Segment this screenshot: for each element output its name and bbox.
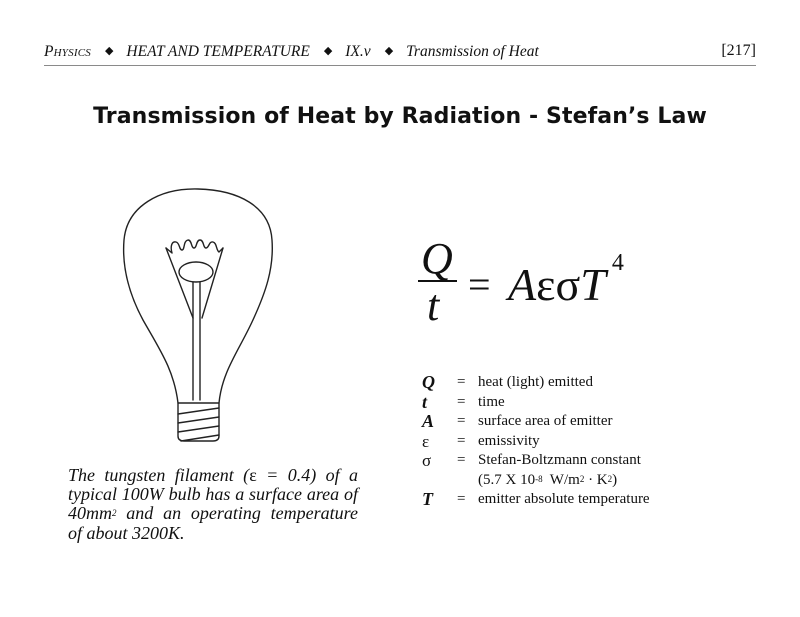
bullet-separator-icon: ◆ (323, 45, 333, 57)
legend-description: time (478, 393, 505, 410)
filament-icon (166, 240, 223, 253)
formula-exponent: 4 (611, 250, 624, 276)
legend-description: emitter absolute temperature (478, 491, 650, 507)
legend-equals: = (457, 413, 466, 429)
formula-sigma: σ (555, 259, 581, 310)
caption-line: of about 3200K. (68, 522, 185, 543)
formula-temperature: T (580, 259, 606, 310)
legend-symbol: Q (422, 372, 435, 392)
constant-unit-k: · K (584, 471, 608, 488)
caption-text: = 0.4) of a (256, 465, 358, 485)
legend-description: surface area of emitter (478, 413, 613, 429)
caption-line: typical 100W bulb has a surface area of (68, 484, 358, 505)
constant-unit-w: W/m (542, 471, 580, 488)
legend-equals: = (457, 374, 466, 390)
unit-exponent: 2 (579, 473, 585, 484)
caption-superscript: 2 (112, 508, 117, 519)
constant-value (478, 471, 617, 491)
caption-line (68, 466, 358, 485)
legend-symbol: σ (422, 451, 432, 470)
formula-rhs (508, 250, 624, 311)
legend-equals: = (457, 432, 466, 449)
breadcrumb-chapter: HEAT AND TEMPERATURE (126, 43, 310, 60)
bullet-separator-icon: ◆ (384, 45, 394, 57)
page-title: Transmission of Heat by Radiation - Stefan’s Law (93, 104, 707, 129)
legend-equals: = (457, 393, 466, 410)
unit-exponent: 2 (607, 473, 613, 484)
page-number: [217] (721, 42, 756, 59)
constant-mantissa: (5.7 X 10 (478, 471, 536, 488)
legend-equals: = (457, 452, 466, 468)
caption-text: 40mm (68, 503, 112, 524)
formula-numerator: Q (421, 234, 453, 283)
bulb-stem (193, 282, 200, 400)
filament-support (166, 248, 223, 318)
formula-equals: = (468, 262, 491, 307)
bulb-envelope (124, 189, 273, 403)
formula-denominator: t (427, 281, 440, 330)
constant-close: ) (612, 471, 618, 488)
caption-epsilon: ε (249, 465, 257, 485)
bullet-separator-icon: ◆ (104, 45, 114, 57)
breadcrumb-topic: Transmission of Heat (406, 43, 539, 60)
legend-description: emissivity (478, 432, 540, 449)
legend-symbol: A (422, 411, 435, 431)
caption-line (68, 504, 358, 523)
legend-equals: = (457, 491, 466, 507)
breadcrumb-section: Physics (44, 43, 91, 60)
breadcrumb (44, 43, 539, 61)
legend-symbol: t (422, 391, 428, 412)
constant-exponent: -8 (535, 473, 543, 484)
legend-symbol: ε (422, 431, 430, 451)
bulb-caption (68, 466, 358, 543)
legend-symbol: T (422, 489, 433, 509)
legend-description: Stefan-Boltzmann constant (478, 452, 641, 468)
breadcrumb-subsection: IX.v (345, 43, 371, 60)
legend-description: heat (light) emitted (478, 374, 593, 390)
header-rule (44, 65, 756, 66)
formula-emissivity: ε (536, 259, 556, 310)
running-header (44, 40, 756, 66)
caption-text: and an operating temperature (116, 503, 358, 524)
formula-area: A (508, 259, 537, 310)
caption-text: The tungsten filament ( (68, 465, 250, 485)
stem-button (179, 262, 213, 282)
light-bulb-illustration (110, 180, 310, 455)
